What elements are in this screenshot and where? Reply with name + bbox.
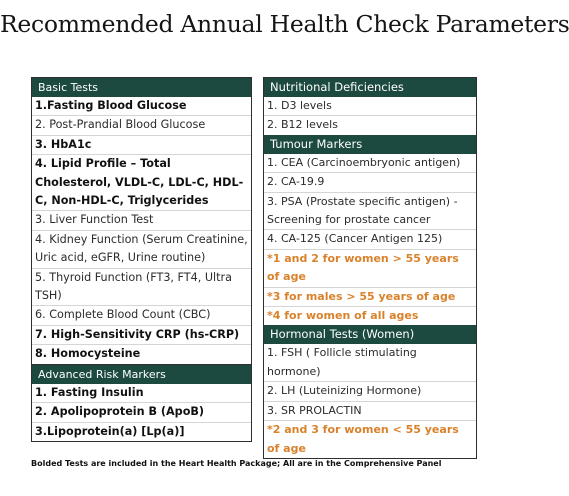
- age-note: *4 for women of all ages: [264, 306, 476, 325]
- section-header-advanced-risk-markers: Advanced Risk Markers: [32, 365, 251, 384]
- section-advanced-risk-markers: [31, 365, 252, 442]
- list-item: 1. Fasting Insulin: [35, 385, 144, 399]
- section-header-nutritional-deficiencies: Nutritional Deficiencies: [264, 78, 476, 97]
- list-item: 5. Thyroid Function (FT3, FT4, Ultra TSH): [32, 268, 251, 306]
- list-item: 3.Lipoprotein(a) [Lp(a)]: [32, 422, 251, 441]
- list-item: 4. Kidney Function (Serum Creatinine, Uric acid, eGFR, Urine routine): [32, 230, 251, 268]
- left-column: [31, 77, 252, 442]
- footer-note: Bolded Tests are included in the Heart Health Package; All are in the Comprehensive Panel: [31, 459, 442, 468]
- list-item: 2. Apolipoprotein B (ApoB): [32, 402, 251, 421]
- section-basic-tests: [31, 77, 252, 365]
- list-item: 1. D3 levels: [267, 99, 332, 112]
- list-item: 3. HbA1c: [32, 135, 251, 154]
- list-item: 3. SR PROLACTIN: [264, 401, 476, 420]
- list-item: 7. High-Sensitivity CRP (hs-CRP): [32, 325, 251, 344]
- list-item: 1. FSH ( Follicle stimulating hormone): [267, 346, 417, 378]
- list-item: 1. CEA (Carcinoembryonic antigen): [267, 155, 461, 169]
- list-item: 8. Homocysteine: [32, 344, 251, 363]
- list-item: 3. PSA (Prostate specific antigen) - Screening for prostate cancer: [264, 192, 476, 230]
- list-item: 3. Liver Function Test: [32, 210, 251, 229]
- list-item: 4. Lipid Profile – Total Cholesterol, VLDL-C, LDL-C, HDL-C, Non-HDL-C, Triglycerides: [32, 154, 251, 210]
- right-table: [263, 77, 477, 459]
- list-item: 2. Post-Prandial Blood Glucose: [32, 115, 251, 134]
- section-header-basic-tests: Basic Tests: [32, 78, 251, 97]
- section-header-hormonal-tests: Hormonal Tests (Women): [264, 325, 476, 344]
- list-item: 2. LH (Luteinizing Hormone): [264, 381, 476, 400]
- list-item: 2. B12 levels: [264, 115, 476, 134]
- right-column: [263, 77, 477, 459]
- age-note: *1 and 2 for women > 55 years of age: [264, 249, 476, 287]
- section-header-tumour-markers: Tumour Markers: [264, 135, 476, 154]
- age-note: *3 for males > 55 years of age: [264, 287, 476, 306]
- list-item: 1.Fasting Blood Glucose: [35, 99, 187, 112]
- page-title: Recommended Annual Health Check Parameters: [0, 10, 569, 38]
- age-note: *2 and 3 for women < 55 years of age: [264, 420, 476, 458]
- list-item: 2. CA-19.9: [264, 172, 476, 191]
- list-item: 6. Complete Blood Count (CBC): [32, 305, 251, 324]
- list-item: 4. CA-125 (Cancer Antigen 125): [264, 229, 476, 248]
